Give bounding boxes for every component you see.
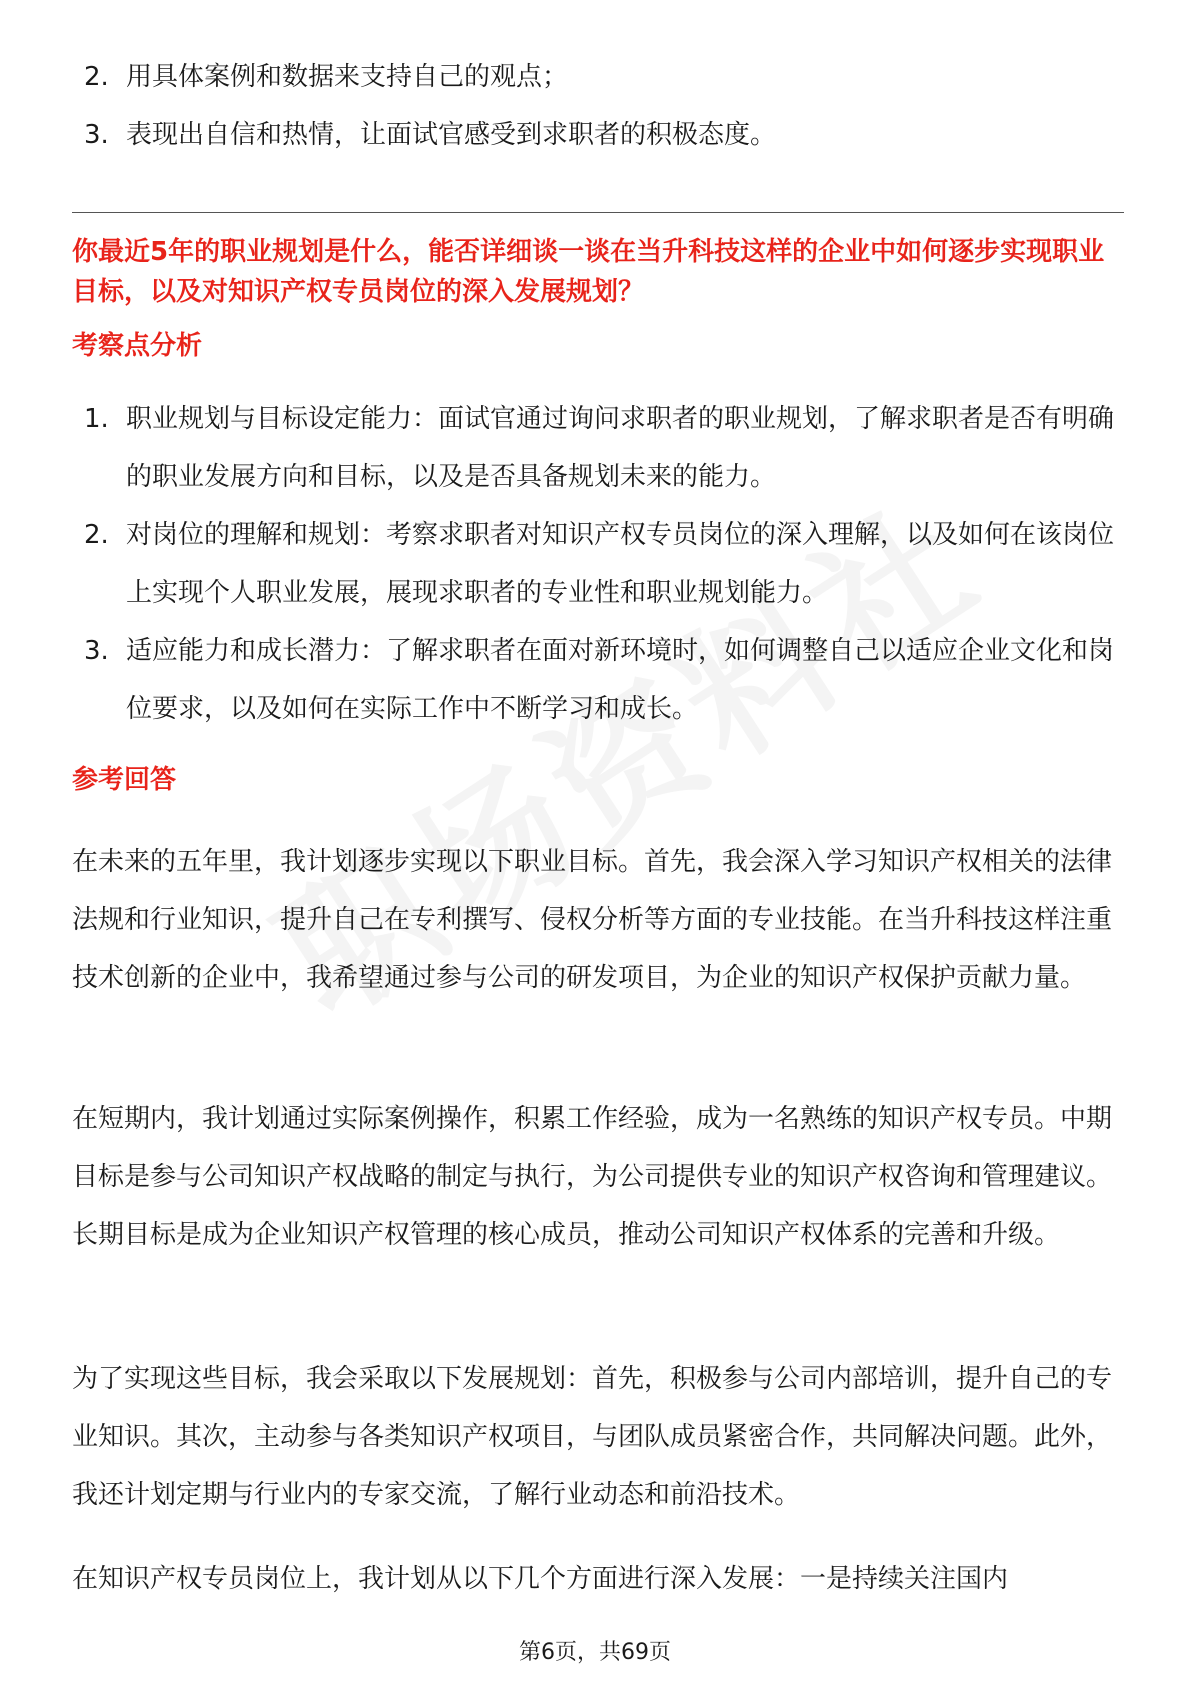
answer-paragraph: 在短期内，我计划通过实际案例操作，积累工作经验，成为一名熟练的知识产权专员。中期目标是参与公司知识产权战略的制定与执行，为公司提供专业的知识产权咨询和管理建议。长期目标是成为企业知识产权管理的核心成员，推动公司知识产权体系的完善和升级。: [72, 1104, 1113, 1250]
answer-heading: 参考回答: [72, 765, 177, 795]
list-text: 适应能力和成长潜力：了解求职者在面对新环境时，如何调整自己以适应企业文化和岗位要求，以及如何在实际工作中不断学习和成长。: [126, 636, 1115, 724]
list-text: 职业规划与目标设定能力：面试官通过询问求职者的职业规划，了解求职者是否有明确的职业发展方向和目标，以及是否具备规划未来的能力。: [126, 404, 1115, 492]
analysis-list: [72, 390, 1134, 738]
analysis-heading: 考察点分析: [72, 331, 203, 361]
list-item: [72, 506, 1134, 622]
list-number: 2.: [84, 62, 109, 92]
list-item: [72, 622, 1134, 738]
answer-paragraph: 在知识产权专员岗位上，我计划从以下几个方面进行深入发展：一是持续关注国内: [72, 1564, 1009, 1594]
list-text: 表现出自信和热情，让面试官感受到求职者的积极态度。: [126, 120, 777, 150]
answer-paragraph: 为了实现这些目标，我会采取以下发展规划：首先，积极参与公司内部培训，提升自己的专业知识。其次，主动参与各类知识产权项目，与团队成员紧密合作，共同解决问题。此外，我还计划定期与行业内的专家交流，了解行业动态和前沿技术。: [72, 1364, 1113, 1510]
list-number: 3.: [84, 636, 109, 666]
section-divider: [72, 212, 1124, 213]
list-number: 3.: [84, 120, 109, 150]
list-item: [72, 390, 1134, 506]
list-number: 2.: [84, 520, 109, 550]
list-text: 对岗位的理解和规划：考察求职者对知识产权专员岗位的深入理解，以及如何在该岗位上实现个人职业发展，展现求职者的专业性和职业规划能力。: [126, 520, 1115, 608]
top-list: [72, 48, 1122, 164]
list-item: [72, 106, 1122, 164]
question-heading: 你最近5年的职业规划是什么，能否详细谈一谈在当升科技这样的企业中如何逐步实现职业目标，以及对知识产权专员岗位的深入发展规划？: [72, 237, 1105, 307]
list-text: 用具体案例和数据来支持自己的观点；: [126, 62, 569, 92]
list-item: [72, 48, 1122, 106]
answer-paragraph: 在未来的五年里，我计划逐步实现以下职业目标。首先，我会深入学习知识产权相关的法律法规和行业知识，提升自己在专利撰写、侵权分析等方面的专业技能。在当升科技这样注重技术创新的企业中，我希望通过参与公司的研发项目，为企业的知识产权保护贡献力量。: [72, 847, 1113, 993]
page-number: 第6页，共69页: [519, 1640, 671, 1665]
list-number: 1.: [84, 404, 109, 434]
